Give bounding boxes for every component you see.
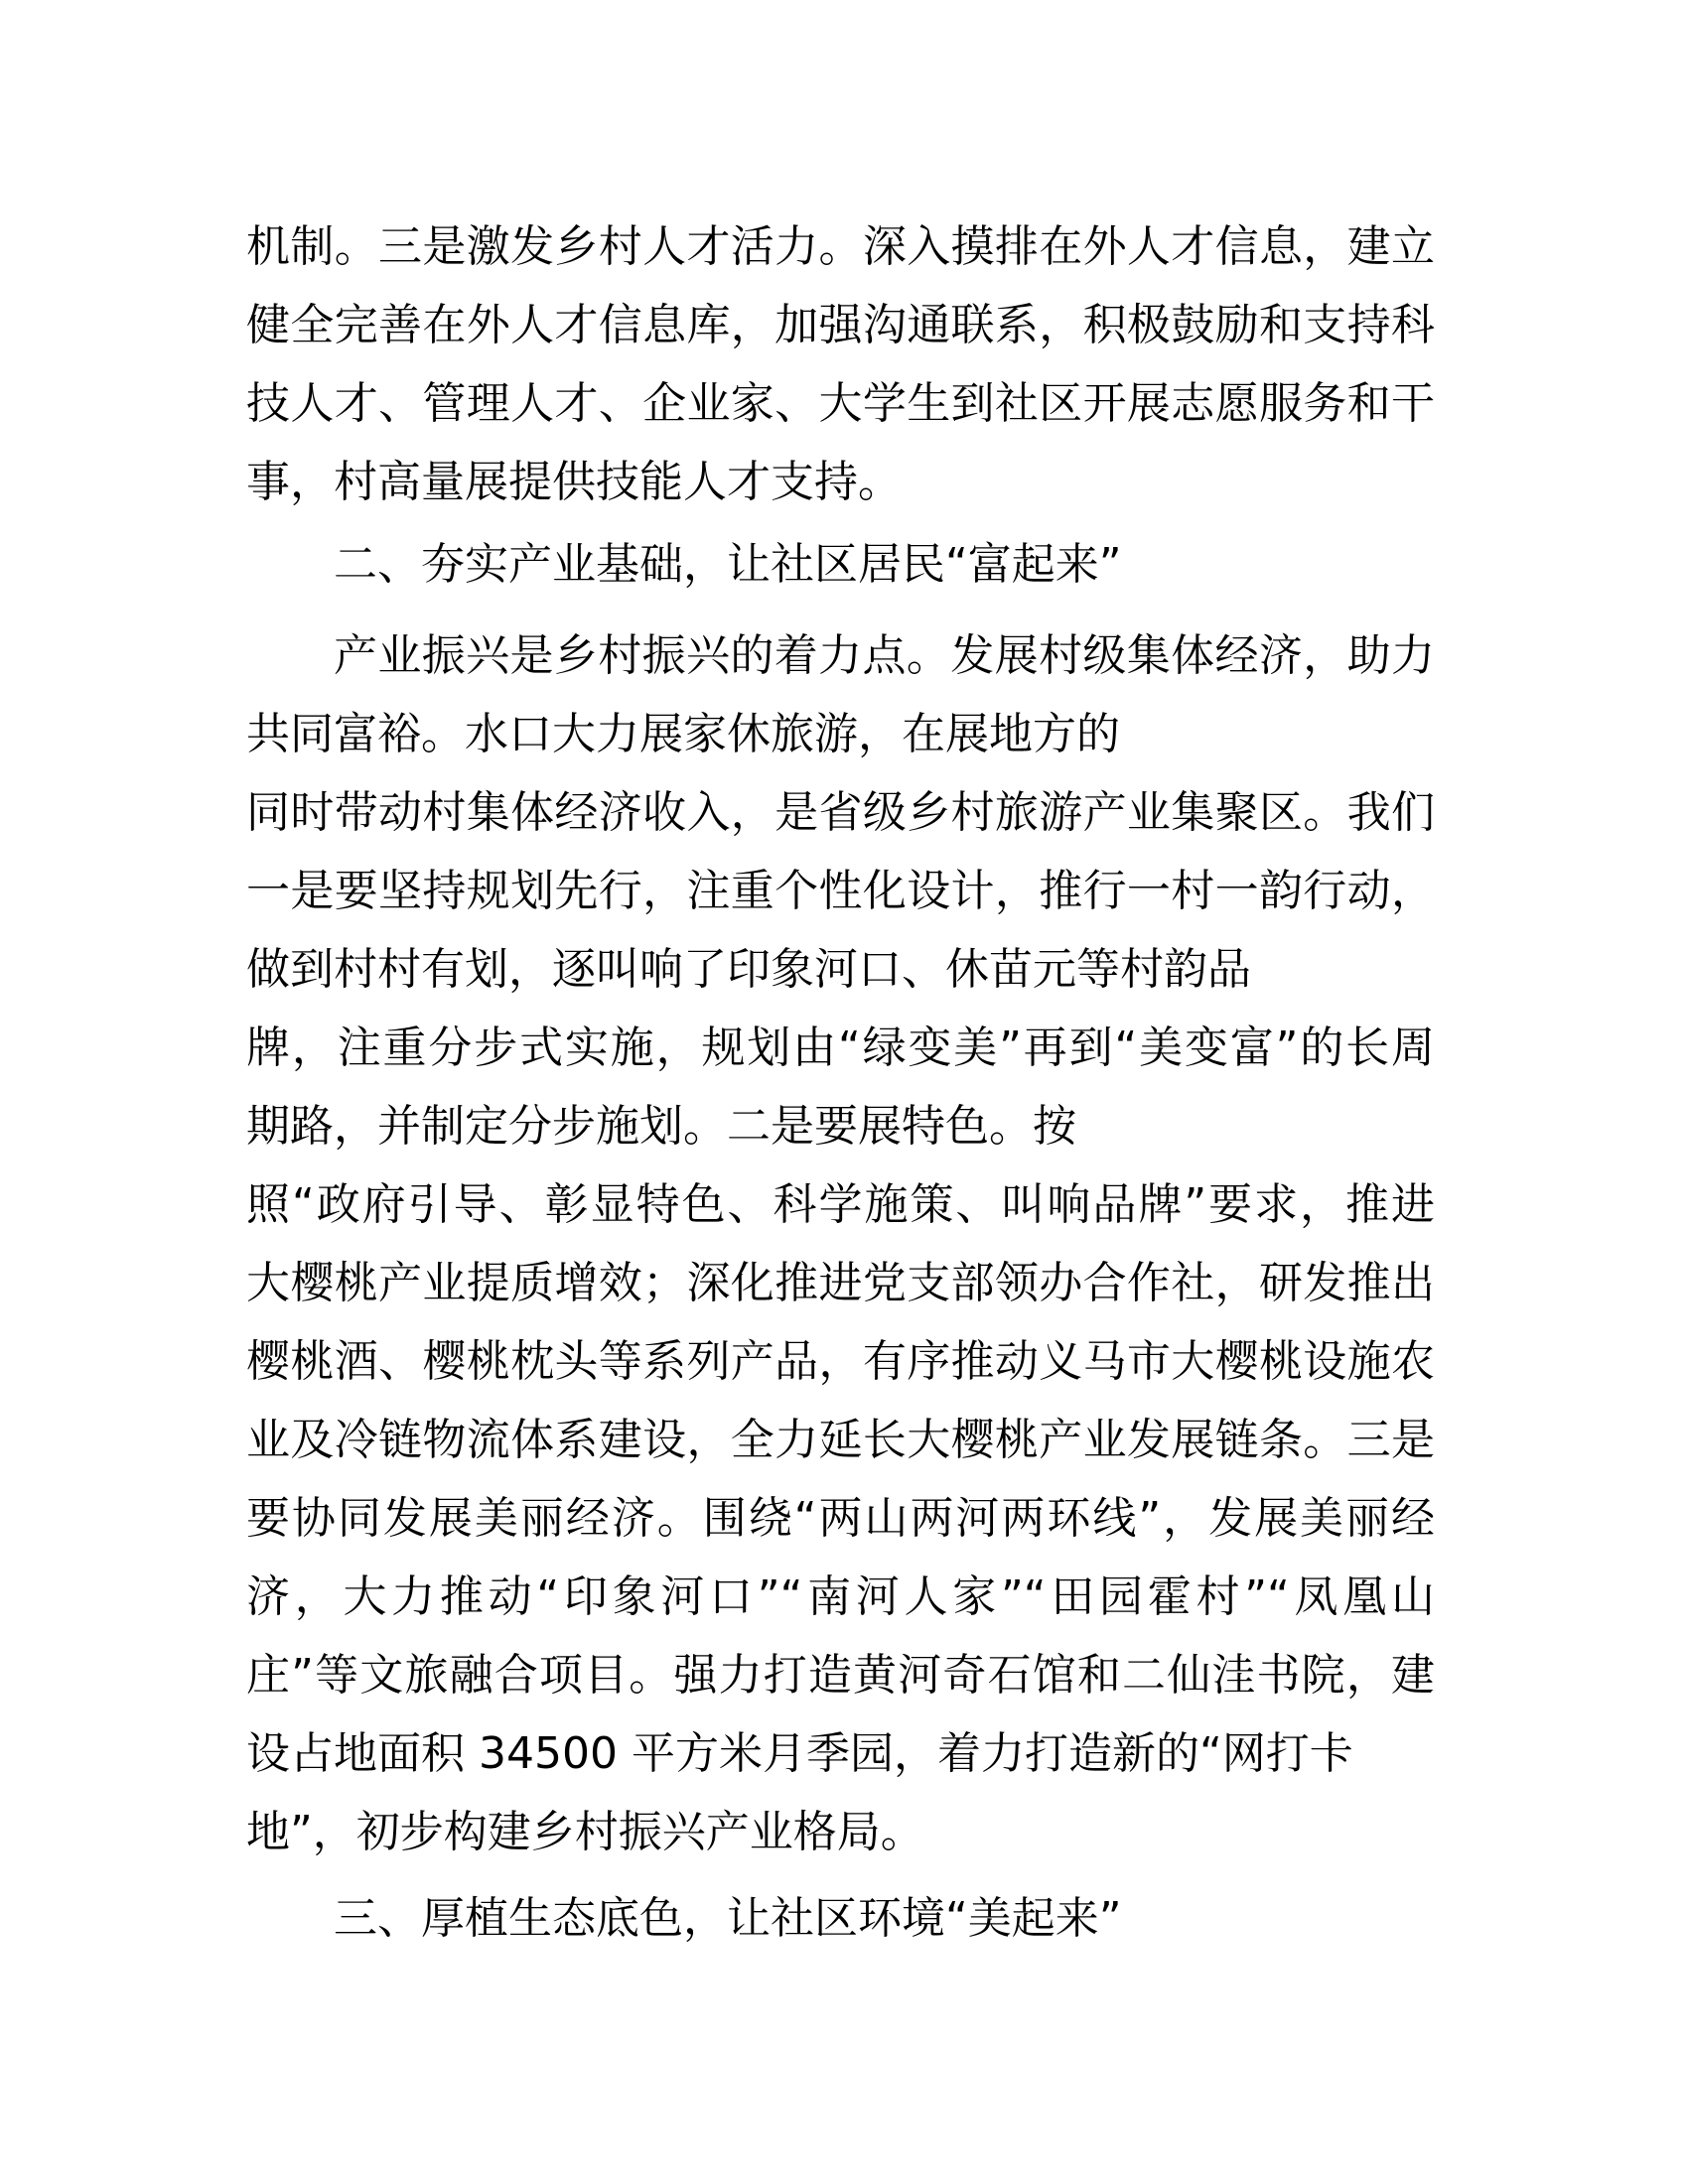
body-text-line: 同时带动村集体经济收入，是省级乡村旅游产业集聚区。我们	[246, 787, 1435, 838]
body-text-line: 庄”等文旅融合项目。强力打造黄河奇石馆和二仙洼书院，建	[246, 1650, 1435, 1701]
body-text-line: 济，大力推动“印象河口”“南河人家”“田园霍村”“凤凰山	[246, 1571, 1435, 1622]
body-text-line: 一是要坚持规划先行，注重个性化设计，推行一村一韵行动，	[246, 866, 1435, 916]
body-text-line: 机制。三是激发乡村人才活力。深入摸排在外人才信息，建立	[246, 221, 1435, 272]
body-text-line: 业及冷链物流体系建设，全力延长大樱桃产业发展链条。三是	[246, 1415, 1435, 1465]
body-text-line: 地”，初步构建乡村振兴产业格局。	[246, 1807, 924, 1857]
section-heading: 三、厚植生态底色，让社区环境“美起来”	[334, 1893, 1122, 1944]
body-text-line: 樱桃酒、樱桃枕头等系列产品，有序推动义马市大樱桃设施农	[246, 1336, 1435, 1387]
body-text-line: 牌，注重分步式实施，规划由“绿变美”再到“美变富”的长周	[246, 1023, 1435, 1073]
body-text-line: 期路，并制定分步施划。二是要展特色。按	[246, 1101, 1076, 1152]
body-text-line: 要协同发展美丽经济。围绕“两山两河两环线”，发展美丽经	[246, 1493, 1435, 1544]
body-text-line: 事，村高量展提供技能人才支持。	[246, 457, 902, 507]
body-text-line: 大樱桃产业提质增效；深化推进党支部领办合作社，研发推出	[246, 1258, 1435, 1308]
body-text-line: 共同富裕。水口大力展家休旅游，在展地方的	[246, 709, 1120, 759]
section-heading: 二、夯实产业基础，让社区居民“富起来”	[334, 539, 1122, 590]
body-text-line: 健全完善在外人才信息库，加强沟通联系，积极鼓励和支持科	[246, 300, 1435, 350]
body-text-line: 照“政府引导、彰显特色、科学施策、叫响品牌”要求，推进	[246, 1179, 1435, 1230]
body-text-line: 做到村村有划，逐叫响了印象河口、休苗元等村韵品	[246, 944, 1251, 995]
body-text-line: 产业振兴是乡村振兴的着力点。发展村级集体经济，助力	[334, 630, 1435, 681]
body-text-line: 设占地面积 34500 平方米月季园，着力打造新的“网打卡	[246, 1728, 1353, 1779]
body-text-line: 技人才、管理人才、企业家、大学生到社区开展志愿服务和干	[246, 378, 1435, 429]
